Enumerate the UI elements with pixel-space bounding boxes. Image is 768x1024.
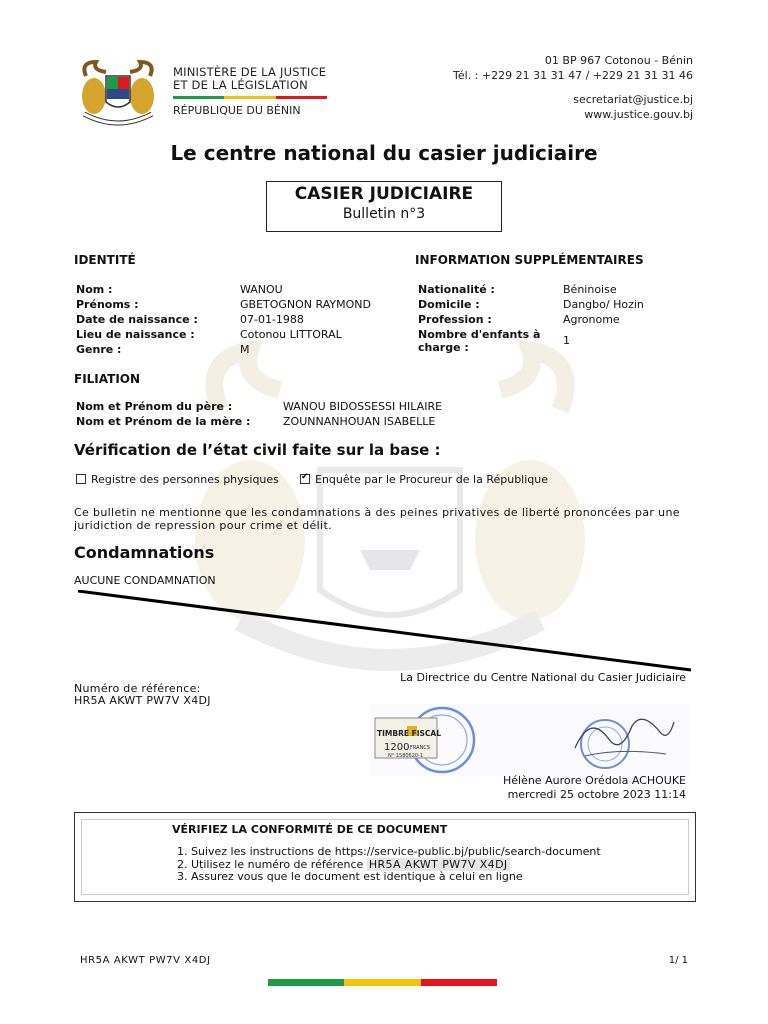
- filiation-value: ZOUNNANHOUAN ISABELLE: [283, 415, 436, 428]
- verification-heading: Vérification de l’état civil faite sur la base :: [74, 441, 441, 459]
- bulletin-number: Bulletin n°3: [342, 206, 426, 222]
- signer-block: [503, 774, 686, 801]
- identity-value: Cotonou LITTORAL: [240, 328, 342, 341]
- identity-value: M: [240, 343, 250, 356]
- signature-date: mercredi 25 octobre 2023 11:14: [507, 787, 686, 801]
- reference-code-highlight: HR5A AKWT PW7V X4DJ: [368, 857, 508, 871]
- additional-value: Béninoise: [563, 283, 617, 296]
- condemnations-heading: Condamnations: [74, 543, 215, 562]
- verification-option-registry: [76, 473, 279, 486]
- contact-website[interactable]: www.justice.gouv.bj: [584, 107, 693, 121]
- checkbox-icon: [76, 474, 86, 484]
- additional-info-heading: INFORMATION SUPPLÉMENTAIRES: [415, 253, 644, 267]
- director-title: La Directrice du Centre National du Casier Judiciaire: [400, 671, 686, 684]
- identity-row: [76, 283, 112, 296]
- filiation-value: WANOU BIDOSSESSI HILAIRE: [283, 400, 443, 413]
- filiation-label: Nom et Prénom de la mère :: [76, 415, 251, 428]
- fiscal-stamp-currency: FRANCS: [410, 745, 430, 751]
- fiscal-stamp-amount: 1200: [384, 742, 410, 753]
- additional-label: Profession :: [418, 313, 492, 326]
- filiation-label: Nom et Prénom du père :: [76, 400, 233, 413]
- fiscal-stamp-label: TIMBRE FISCAL: [377, 729, 441, 738]
- additional-row: [418, 283, 495, 296]
- additional-value: Dangbo/ Hozin: [563, 298, 644, 311]
- additional-label: Domicile :: [418, 298, 480, 311]
- verify-conformity-box: [74, 812, 696, 902]
- signer-name: Hélène Aurore Orédola ACHOUKE: [502, 774, 686, 787]
- option-label: Enquête par le Procureur de la République: [315, 473, 549, 486]
- strike-through-line: [78, 590, 692, 674]
- page-number: 1/ 1: [668, 955, 688, 966]
- additional-row: [418, 298, 480, 311]
- additional-row: [418, 313, 492, 326]
- verification-option-inquiry: [300, 473, 548, 486]
- verify-heading: VÉRIFIEZ LA CONFORMITÉ DE CE DOCUMENT: [172, 823, 448, 836]
- ministry-name-line2: ET DE LA LÉGISLATION: [173, 78, 308, 92]
- verify-step-text: Utilisez le numéro de référence: [191, 857, 364, 871]
- identity-row: [76, 313, 198, 326]
- fiscal-stamp-number: N° 1580620-1: [388, 753, 424, 759]
- identity-value: WANOU: [240, 283, 283, 296]
- coat-of-arms-emblem: [76, 58, 160, 128]
- reference-block: [74, 683, 211, 707]
- filiation-heading: FILIATION: [74, 372, 141, 386]
- additional-value: Agronome: [563, 313, 620, 326]
- identity-row: [76, 343, 121, 356]
- ministry-block: [173, 66, 327, 117]
- identity-heading: IDENTITÉ: [74, 253, 136, 267]
- verify-step: 3. Assurez vous que le document est identique à celui en ligne: [191, 871, 601, 884]
- republic-name: RÉPUBLIQUE DU BÉNIN: [173, 104, 301, 117]
- additional-value: 1: [563, 334, 570, 347]
- contact-address: 01 BP 967 Cotonou - Bénin: [544, 54, 693, 67]
- footer-flag-bar: [268, 979, 497, 986]
- reference-value: HR5A AKWT PW7V X4DJ: [74, 694, 211, 707]
- verify-step: 1. Suivez les instructions de https://service-public.bj/public/search-document: [191, 846, 601, 859]
- contact-block: [453, 54, 693, 122]
- identity-value: GBETOGNON RAYMOND: [240, 298, 371, 311]
- footer-reference: HR5A AKWT PW7V X4DJ: [80, 955, 211, 966]
- identity-label: Prénoms :: [76, 298, 139, 311]
- document-type-box: [266, 181, 502, 232]
- condemnations-value: AUCUNE CONDAMNATION: [74, 574, 216, 587]
- filiation-row: [76, 415, 250, 428]
- contact-email[interactable]: secretariat@justice.bj: [573, 93, 693, 106]
- contact-phone: Tél. : +229 21 31 31 47 / +229 21 31 31 46: [453, 68, 693, 82]
- verify-steps: [172, 846, 601, 884]
- option-label: Registre des personnes physiques: [91, 473, 279, 486]
- identity-row: [76, 298, 139, 311]
- page-title: Le centre national du casier judiciaire: [170, 141, 598, 165]
- identity-row: [76, 328, 195, 341]
- identity-label: Nom :: [76, 283, 113, 296]
- reference-label: Numéro de référence:: [74, 682, 201, 695]
- identity-label: Genre :: [76, 343, 122, 356]
- identity-value: 07-01-1988: [240, 313, 304, 326]
- additional-row: [418, 328, 556, 354]
- additional-label: Nombre d'enfants à charge :: [418, 328, 541, 354]
- checkbox-checked-icon: [300, 474, 310, 484]
- flag-separator: [173, 96, 327, 99]
- filiation-row: [76, 400, 232, 413]
- identity-label: Date de naissance :: [76, 313, 198, 326]
- document-type: CASIER JUDICIAIRE: [294, 184, 474, 204]
- additional-label: Nationalité :: [418, 283, 495, 296]
- notice-text: Ce bulletin ne mentionne que les condamnations à des peines privatives de liberté prononcées par une juridiction de repression pour crime et délit.: [74, 506, 680, 532]
- stamp-and-signature: [370, 704, 690, 776]
- identity-label: Lieu de naissance :: [76, 328, 195, 341]
- ministry-name-line1: MINISTÈRE DE LA JUSTICE: [173, 65, 327, 79]
